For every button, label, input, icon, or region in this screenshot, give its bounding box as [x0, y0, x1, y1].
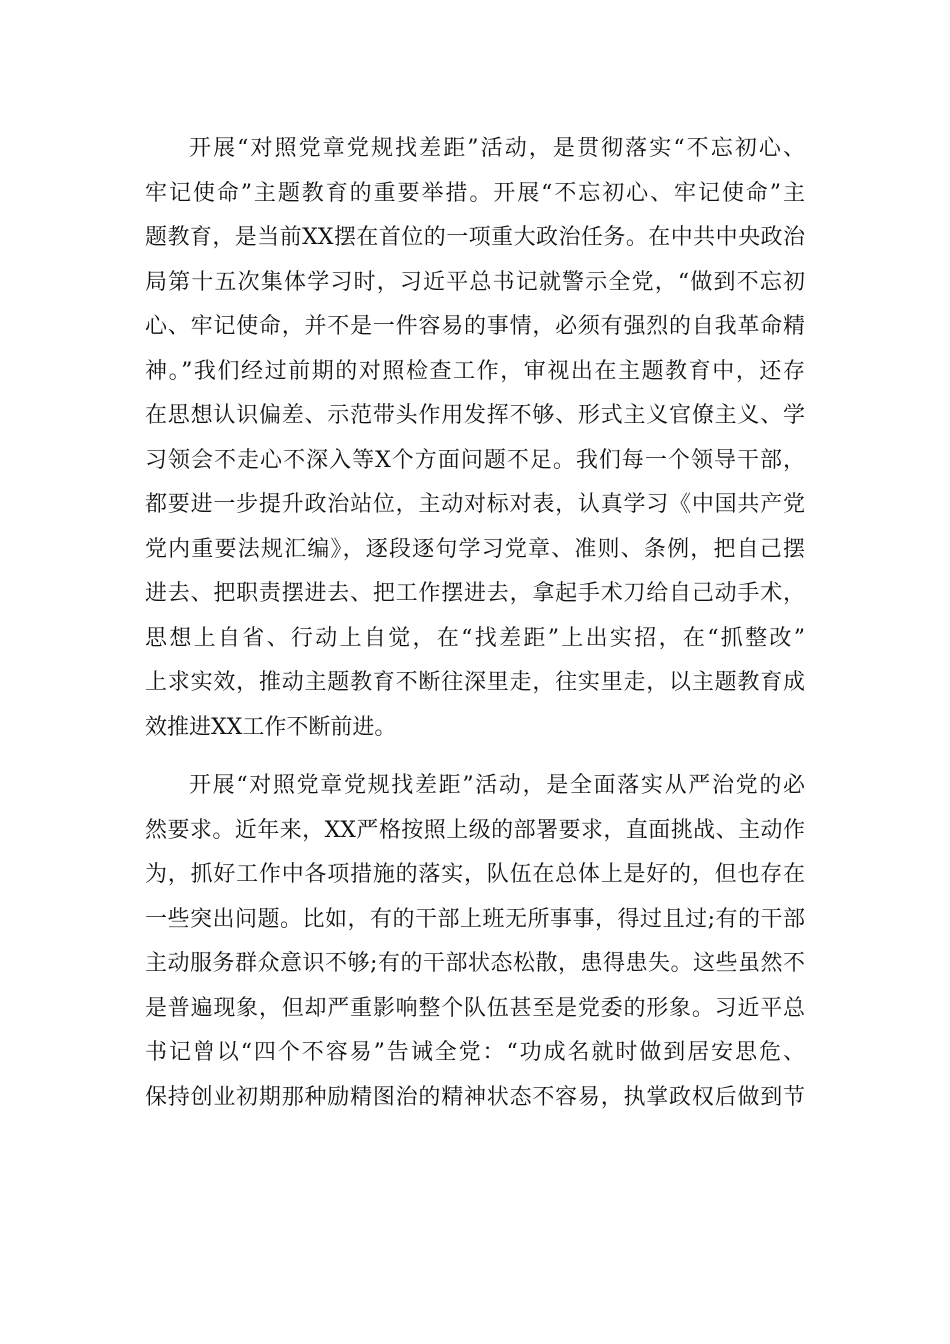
- text-line: 效推进XX工作不断前进。: [145, 714, 397, 740]
- text-line: 思想上自省、行动上自觉，在“找差距”上出实招，在“抓整改”: [145, 625, 805, 651]
- text-line: 书记曾以“四个不容易”告诫全党：“功成名就时做到居安思危、: [145, 1040, 805, 1065]
- paragraph-1: [145, 127, 805, 750]
- text-line: 题教育，是当前XX摆在首位的一项重大政治任务。在中共中央政治: [145, 225, 805, 250]
- text-line: 局第十五次集体学习时，习近平总书记就警示全党，“做到不忘初: [145, 269, 805, 295]
- text-line: 党内重要法规汇编》，逐段逐句学习党章、准则、条例，把自己摆: [145, 536, 805, 562]
- text-line: 都要进一步提升政治站位，主动对标对表，认真学习《中国共产党: [145, 492, 805, 517]
- text-line: 开展“对照党章党规找差距”活动，是贯彻落实“不忘初心、: [189, 136, 805, 161]
- text-line: 牢记使命”主题教育的重要举措。开展“不忘初心、牢记使命”主: [145, 180, 805, 206]
- paragraph-2: [145, 764, 805, 1120]
- text-line: 保持创业初期那种励精图治的精神状态不容易，执掌政权后做到节: [145, 1084, 805, 1110]
- text-line: 进去、把职责摆进去、把工作摆进去，拿起手术刀给自己动手术，: [145, 581, 805, 606]
- text-line: 在思想认识偏差、示范带头作用发挥不够、形式主义官僚主义、学: [145, 403, 805, 428]
- text-line: 开展“对照党章党规找差距”活动，是全面落实从严治党的必: [189, 773, 805, 798]
- document-body: [145, 127, 805, 1134]
- text-line: 是普遍现象，但却严重影响整个队伍甚至是党委的形象。习近平总: [145, 995, 805, 1021]
- text-line: 一些突出问题。比如，有的干部上班无所事事，得过且过;有的干部: [145, 906, 805, 932]
- text-line: 习领会不走心不深入等X个方面问题不足。我们每一个领导干部，: [145, 447, 805, 473]
- text-line: 然要求。近年来，XX严格按照上级的部署要求，直面挑战、主动作: [145, 817, 805, 843]
- text-line: 为，抓好工作中各项措施的落实，队伍在总体上是好的，但也存在: [145, 862, 805, 887]
- text-line: 心、牢记使命，并不是一件容易的事情，必须有强烈的自我革命精: [145, 314, 805, 339]
- text-line: 上求实效，推动主题教育不断往深里走，往实里走，以主题教育成: [145, 670, 805, 695]
- text-line: 主动服务群众意识不够;有的干部状态松散，患得患失。这些虽然不: [145, 951, 805, 976]
- text-line: 神。”我们经过前期的对照检查工作，审视出在主题教育中，还存: [145, 358, 805, 384]
